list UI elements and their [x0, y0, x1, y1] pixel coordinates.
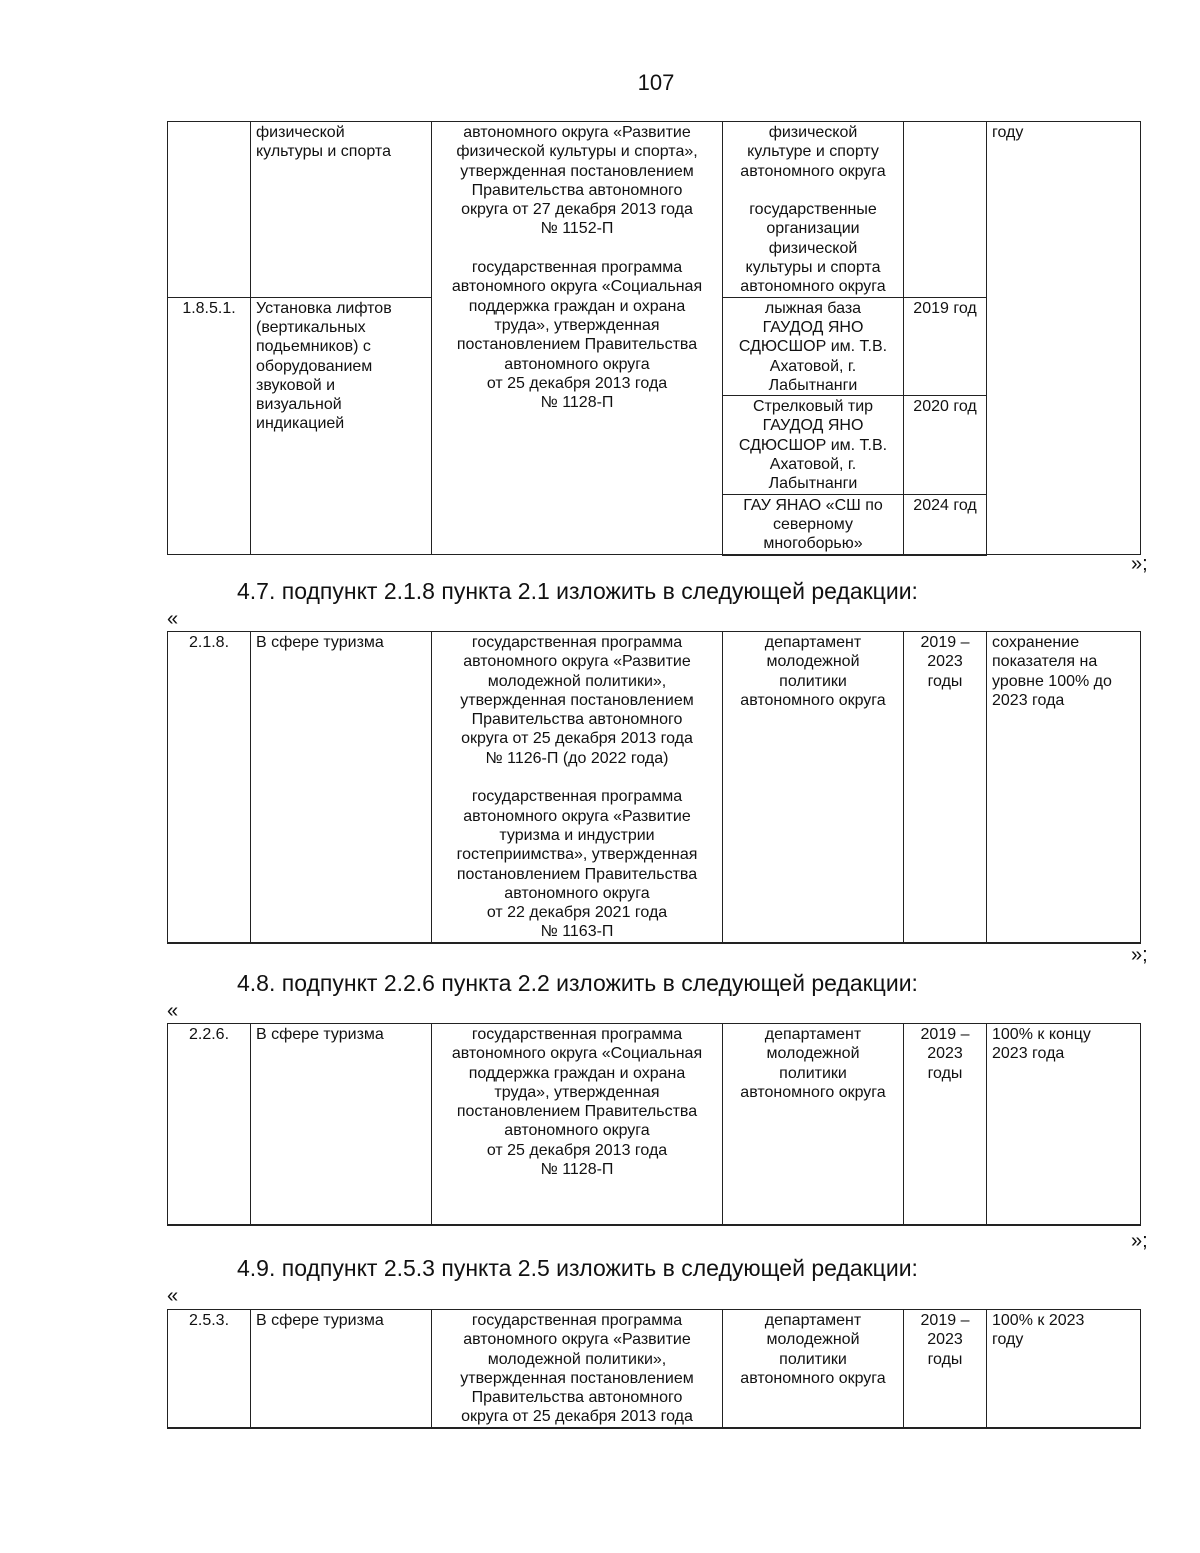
text-line: автономного округа	[740, 278, 886, 296]
cell-num	[168, 122, 251, 298]
text-line: сохранение	[992, 634, 1080, 651]
close-quote: »;	[1131, 553, 1148, 575]
text-line: департамент	[764, 1026, 862, 1043]
text-line: автономного округа	[504, 884, 650, 902]
text-line: 2019 –	[920, 634, 970, 651]
text-line: автономного округа «Социальная	[451, 278, 703, 296]
text-line: № 1163-П	[540, 923, 614, 941]
text-line: Ахатовой, г.	[769, 456, 857, 474]
text-line: государственная программа	[471, 634, 683, 651]
cell-result	[987, 1024, 1141, 1225]
text-line: утвержденная постановлением	[460, 162, 694, 180]
cell-executor	[723, 632, 904, 943]
cell-period	[904, 1310, 987, 1428]
text-line: от 25 декабря 2013 года	[486, 374, 668, 392]
open-quote: «	[167, 608, 179, 630]
text-line: политики	[779, 1064, 847, 1082]
text-line: государственная программа	[471, 259, 683, 277]
text-line: постановлением Правительства	[456, 1103, 698, 1121]
text-line: автономного округа «Развитие	[463, 653, 691, 671]
cell-period	[904, 1024, 987, 1225]
text-line: 2023	[927, 653, 963, 671]
close-quote: »;	[1131, 1230, 1148, 1252]
text-line: от 25 декабря 2013 года	[486, 1141, 668, 1159]
text-line: труда», утвержденная	[494, 1083, 660, 1101]
text-line: автономного округа «Развитие	[463, 124, 691, 141]
text-line: государственная программа	[471, 1026, 683, 1043]
text-line: гостеприимства», утвержденная	[456, 846, 698, 864]
cell-name	[251, 297, 432, 554]
text-line: культуры и спорта	[256, 143, 391, 161]
text-line: годы	[927, 672, 963, 690]
text-line: 2019 –	[920, 1312, 970, 1329]
text-line: № 1126-П (до 2022 года)	[485, 749, 669, 767]
text-line: ГАУДОД ЯНО	[762, 318, 864, 336]
text-line: автономного округа	[740, 1369, 886, 1387]
text-line: 2023 года	[992, 1045, 1065, 1063]
text-line	[728, 181, 898, 200]
close-quote: »;	[1131, 944, 1148, 966]
text-line	[437, 768, 717, 787]
text-line: СДЮСШОР им. Т.В.	[738, 338, 888, 356]
text-line: утвержденная постановлением	[460, 691, 694, 709]
text-line: физической культуры и спорта»,	[456, 143, 698, 161]
text-line: Ахатовой, г.	[769, 357, 857, 375]
table-2-2-6	[167, 1023, 1141, 1226]
text-line: автономного округа	[504, 1122, 650, 1140]
text-line: 2023 года	[992, 691, 1065, 709]
text-line: Установка лифтов	[256, 299, 392, 317]
text-line: автономного округа «Социальная	[451, 1045, 703, 1063]
text-line: физической	[768, 124, 858, 141]
text-line: 2023	[927, 1331, 963, 1349]
text-line: СДЮСШОР им. Т.В.	[738, 436, 888, 454]
cell-result	[987, 1310, 1141, 1428]
cell-executor	[723, 1024, 904, 1225]
text-line: физической	[256, 124, 345, 141]
text-line: (вертикальных	[256, 318, 366, 336]
text-line: политики	[779, 1350, 847, 1368]
cell-program	[432, 632, 723, 943]
open-quote: «	[167, 1000, 179, 1022]
text-line: от 22 декабря 2021 года	[486, 904, 668, 922]
cell-period: 2024 год	[904, 494, 987, 554]
text-line: № 1128-П	[540, 394, 614, 412]
text-line: туризма и индустрии	[499, 826, 655, 844]
text-line: звуковой и	[256, 376, 336, 394]
text-line: визуальной	[256, 396, 342, 414]
text-line: департамент	[764, 1312, 862, 1329]
cell-period	[904, 632, 987, 943]
cell-num: 2.2.6.	[168, 1024, 251, 1225]
text-line: Лабытнанги	[768, 475, 858, 493]
text-line: автономного округа «Развитие	[463, 807, 691, 825]
cell-result	[987, 632, 1141, 943]
cell-program	[432, 1024, 723, 1225]
cell-executor	[723, 494, 904, 554]
text-line: ГАУДОД ЯНО	[762, 417, 864, 435]
text-line: округа от 27 декабря 2013 года	[461, 201, 693, 219]
text-line: государственная программа	[471, 788, 683, 806]
section-heading-4-9: 4.9. подпункт 2.5.3 пункта 2.5 изложить в следующей редакции:	[237, 1255, 918, 1281]
cell-period: 2020 год	[904, 396, 987, 494]
text-line: молодежной	[766, 1045, 860, 1063]
text-line	[437, 239, 717, 258]
cell-num: 2.5.3.	[168, 1310, 251, 1428]
text-line: государственная программа	[471, 1312, 683, 1329]
text-line: постановлением Правительства	[456, 336, 698, 354]
table-continuation	[167, 121, 1141, 556]
text-line: ГАУ ЯНАО «СШ по	[743, 496, 883, 514]
text-line: департамент	[764, 634, 862, 651]
text-line: Стрелковый тир	[752, 398, 874, 416]
text-line: Правительства автономного	[471, 711, 683, 729]
page-number: 107	[637, 70, 675, 95]
text-line: индикацией	[256, 415, 345, 433]
cell-name	[251, 122, 432, 298]
text-line: лыжная база	[764, 299, 862, 317]
text-line: автономного округа	[504, 355, 650, 373]
text-line: утвержденная постановлением	[460, 1369, 694, 1387]
cell-executor	[723, 1310, 904, 1428]
text-line: постановлением Правительства	[456, 865, 698, 883]
table-2-1-8	[167, 631, 1141, 944]
text-line: поддержка граждан и охрана	[468, 1064, 686, 1082]
cell-name: В сфере туризма	[251, 632, 432, 943]
text-line: молодежной политики»,	[487, 672, 667, 690]
text-line: культуры и спорта	[745, 259, 881, 277]
table-2-5-3	[167, 1309, 1141, 1429]
cell-num: 2.1.8.	[168, 632, 251, 943]
text-line: годы	[927, 1350, 963, 1368]
cell-program	[432, 122, 723, 555]
text-line: молодежной	[766, 653, 860, 671]
text-line: труда», утвержденная	[494, 316, 660, 334]
text-line: автономного округа	[740, 691, 886, 709]
table-row	[168, 1310, 1141, 1428]
cell-period: 2019 год	[904, 297, 987, 395]
text-line: Правительства автономного	[471, 1389, 683, 1407]
text-line: показателя на	[992, 653, 1098, 671]
text-line: 100% к концу	[992, 1026, 1091, 1043]
cell-name: В сфере туризма	[251, 1024, 432, 1225]
text-line: округа от 25 декабря 2013 года	[461, 730, 693, 748]
text-line: годы	[927, 1064, 963, 1082]
text-line: 100% к 2023	[992, 1312, 1085, 1329]
text-line: 2023	[927, 1045, 963, 1063]
text-line: многоборью»	[763, 535, 863, 553]
text-line: государственные	[749, 201, 877, 219]
cell-result: году	[987, 122, 1141, 555]
text-line: № 1152-П	[540, 220, 614, 238]
text-line: северному	[773, 515, 853, 533]
cell-program	[432, 1310, 723, 1428]
text-line: подьемников) с	[256, 338, 371, 356]
cell-executor	[723, 297, 904, 395]
cell-name: В сфере туризма	[251, 1310, 432, 1428]
table-row	[168, 122, 1141, 298]
cell-executor	[723, 396, 904, 494]
cell-executor	[723, 122, 904, 298]
text-line: организации	[766, 220, 860, 238]
cell-num: 1.8.5.1.	[168, 297, 251, 554]
text-line: автономного округа «Развитие	[463, 1331, 691, 1349]
text-line: оборудованием	[256, 357, 373, 375]
text-line: Правительства автономного	[471, 181, 683, 199]
cell-period	[904, 122, 987, 298]
text-line: Лабытнанги	[768, 376, 858, 394]
text-line: молодежной политики»,	[487, 1350, 667, 1368]
text-line: молодежной	[766, 1331, 860, 1349]
table-row	[168, 632, 1141, 943]
table-row	[168, 1024, 1141, 1225]
text-line: автономного округа	[740, 162, 886, 180]
section-heading-4-7: 4.7. подпункт 2.1.8 пункта 2.1 изложить в следующей редакции:	[237, 578, 918, 604]
text-line: культуре и спорту	[747, 143, 879, 161]
section-heading-4-8: 4.8. подпункт 2.2.6 пункта 2.2 изложить в следующей редакции:	[237, 970, 918, 996]
text-line: году	[992, 1331, 1024, 1349]
text-line: округа от 25 декабря 2013 года	[461, 1408, 693, 1426]
text-line: поддержка граждан и охрана	[468, 297, 686, 315]
text-line: автономного округа	[740, 1083, 886, 1101]
text-line: 2019 –	[920, 1026, 970, 1043]
text-line: уровне 100% до	[992, 672, 1112, 690]
open-quote: «	[167, 1285, 179, 1307]
text-line: № 1128-П	[540, 1161, 614, 1179]
text-line: физической	[768, 239, 858, 257]
text-line: политики	[779, 672, 847, 690]
